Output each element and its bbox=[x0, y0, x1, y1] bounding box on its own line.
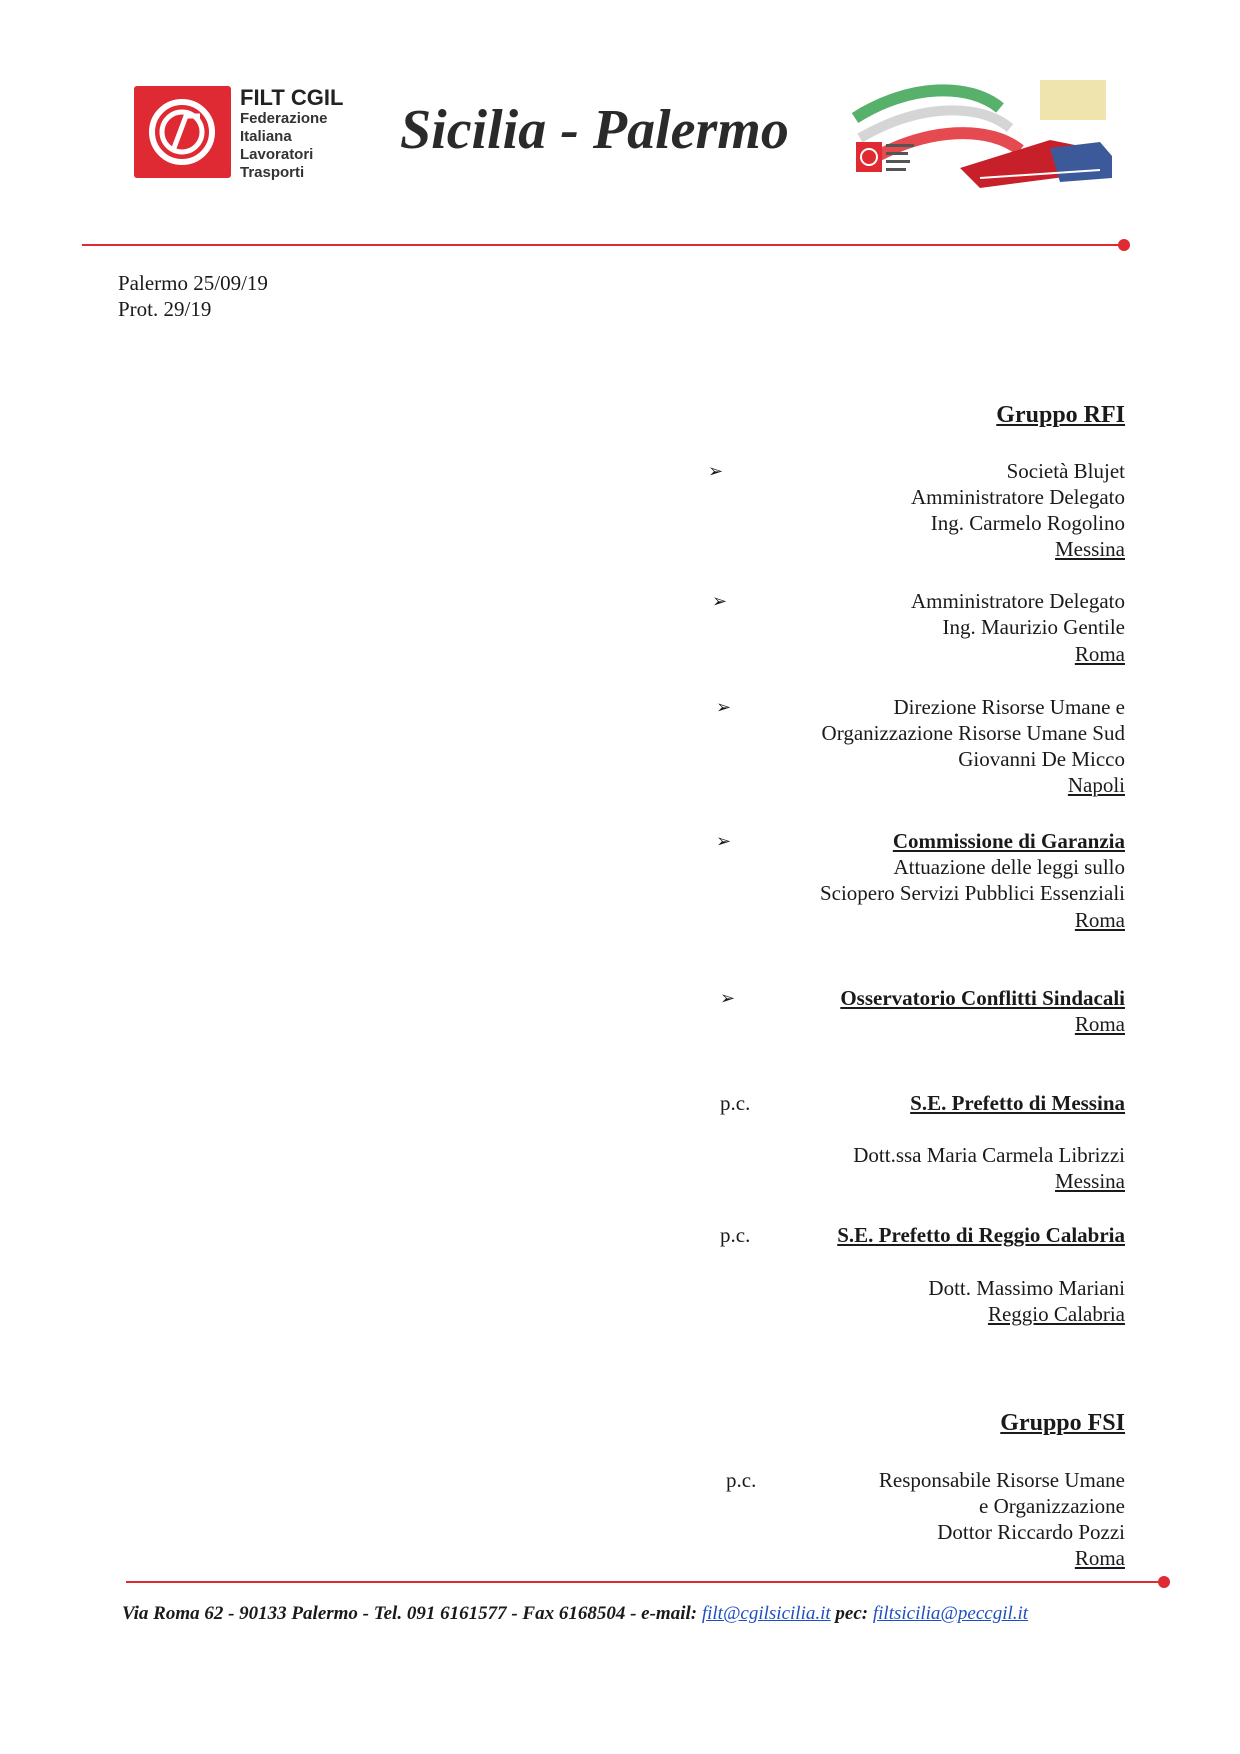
recipient-2-line-1: Amministratore Delegato bbox=[910, 589, 1125, 613]
recipient-7-pc: p.c. bbox=[720, 1223, 751, 1247]
recipient-3-city: Napoli bbox=[1067, 773, 1125, 797]
recipient-3-line-1: Direzione Risorse Umane e bbox=[893, 695, 1125, 719]
recipient-4-line-1: Attuazione delle leggi sullo bbox=[893, 855, 1125, 879]
bullet-arrow-icon: ➢ bbox=[712, 591, 728, 611]
recipient-3-line-3: Giovanni De Micco bbox=[958, 747, 1125, 771]
recipient-5-title: Osservatorio Conflitti Sindacali bbox=[840, 986, 1125, 1010]
page-title: Sicilia - Palermo bbox=[400, 99, 789, 161]
group-fsi-heading: Gruppo FSI bbox=[1000, 1410, 1125, 1436]
recipient-6-title: S.E. Prefetto di Messina bbox=[910, 1091, 1125, 1115]
recipient-4-city: Roma bbox=[1074, 908, 1125, 932]
filt-cgil-logo bbox=[134, 86, 231, 178]
footer-address: Via Roma 62 - 90133 Palermo - Tel. 091 6161577 - Fax 6168504 - e-mail: bbox=[122, 1603, 698, 1624]
logo-line-2: Italiana bbox=[240, 128, 292, 145]
recipient-3-line-2: Organizzazione Risorse Umane Sud bbox=[821, 721, 1125, 745]
recipient-2-line-2: Ing. Maurizio Gentile bbox=[942, 615, 1125, 639]
recipient-4-line-2: Sciopero Servizi Pubblici Essenziali bbox=[819, 881, 1125, 905]
recipient-6-pc: p.c. bbox=[720, 1091, 751, 1115]
recipient-1-line-3: Ing. Carmelo Rogolino bbox=[930, 511, 1125, 535]
recipient-8-line-1: Responsabile Risorse Umane bbox=[878, 1468, 1125, 1492]
recipient-1-line-2: Amministratore Delegato bbox=[910, 485, 1125, 509]
logo-line-3: Lavoratori bbox=[240, 146, 314, 163]
footer-email-link[interactable]: filt@cgilsicilia.it bbox=[701, 1603, 831, 1624]
recipient-2-city: Roma bbox=[1074, 642, 1125, 666]
footer-pec-label: pec: bbox=[835, 1603, 869, 1624]
recipient-7-name: Dott. Massimo Mariani bbox=[928, 1276, 1125, 1300]
recipient-7-title: S.E. Prefetto di Reggio Calabria bbox=[837, 1223, 1125, 1247]
recipient-1-city: Messina bbox=[1055, 537, 1125, 561]
logo-text bbox=[240, 86, 343, 182]
footer-contact bbox=[122, 1603, 1028, 1625]
recipient-8-line-3: Dottor Riccardo Pozzi bbox=[937, 1520, 1125, 1544]
logo-name: FILT CGIL bbox=[240, 85, 344, 110]
train-graphic bbox=[850, 78, 1120, 218]
logo-line-1: Federazione bbox=[240, 110, 328, 127]
bullet-arrow-icon: ➢ bbox=[708, 461, 724, 481]
recipient-8-line-2: e Organizzazione bbox=[979, 1494, 1125, 1518]
recipient-8-city: Roma bbox=[1074, 1546, 1125, 1570]
recipient-4-title: Commissione di Garanzia bbox=[892, 829, 1125, 853]
logo-emblem-icon bbox=[134, 86, 231, 178]
recipient-6-name: Dott.ssa Maria Carmela Librizzi bbox=[853, 1143, 1125, 1167]
divider-dot bbox=[1158, 1576, 1170, 1588]
recipient-7-city: Reggio Calabria bbox=[987, 1302, 1125, 1326]
protocol-line: Prot. 29/19 bbox=[118, 297, 212, 321]
date-line: Palermo 25/09/19 bbox=[118, 271, 268, 295]
group-rfi-heading: Gruppo RFI bbox=[996, 402, 1125, 428]
train-icon bbox=[850, 78, 1120, 218]
bullet-arrow-icon: ➢ bbox=[716, 697, 732, 717]
logo-line-4: Trasporti bbox=[240, 164, 305, 181]
divider-dot bbox=[1118, 239, 1130, 251]
footer-divider bbox=[126, 1581, 1164, 1583]
recipient-8-pc: p.c. bbox=[726, 1468, 757, 1492]
bullet-arrow-icon: ➢ bbox=[720, 988, 736, 1008]
header-divider bbox=[82, 244, 1124, 246]
bullet-arrow-icon: ➢ bbox=[716, 831, 732, 851]
footer-pec-link[interactable]: filtsicilia@peccgil.it bbox=[872, 1603, 1029, 1624]
recipient-6-city: Messina bbox=[1055, 1169, 1125, 1193]
recipient-1-line-1: Società Blujet bbox=[1006, 459, 1125, 483]
recipient-5-city: Roma bbox=[1074, 1012, 1125, 1036]
